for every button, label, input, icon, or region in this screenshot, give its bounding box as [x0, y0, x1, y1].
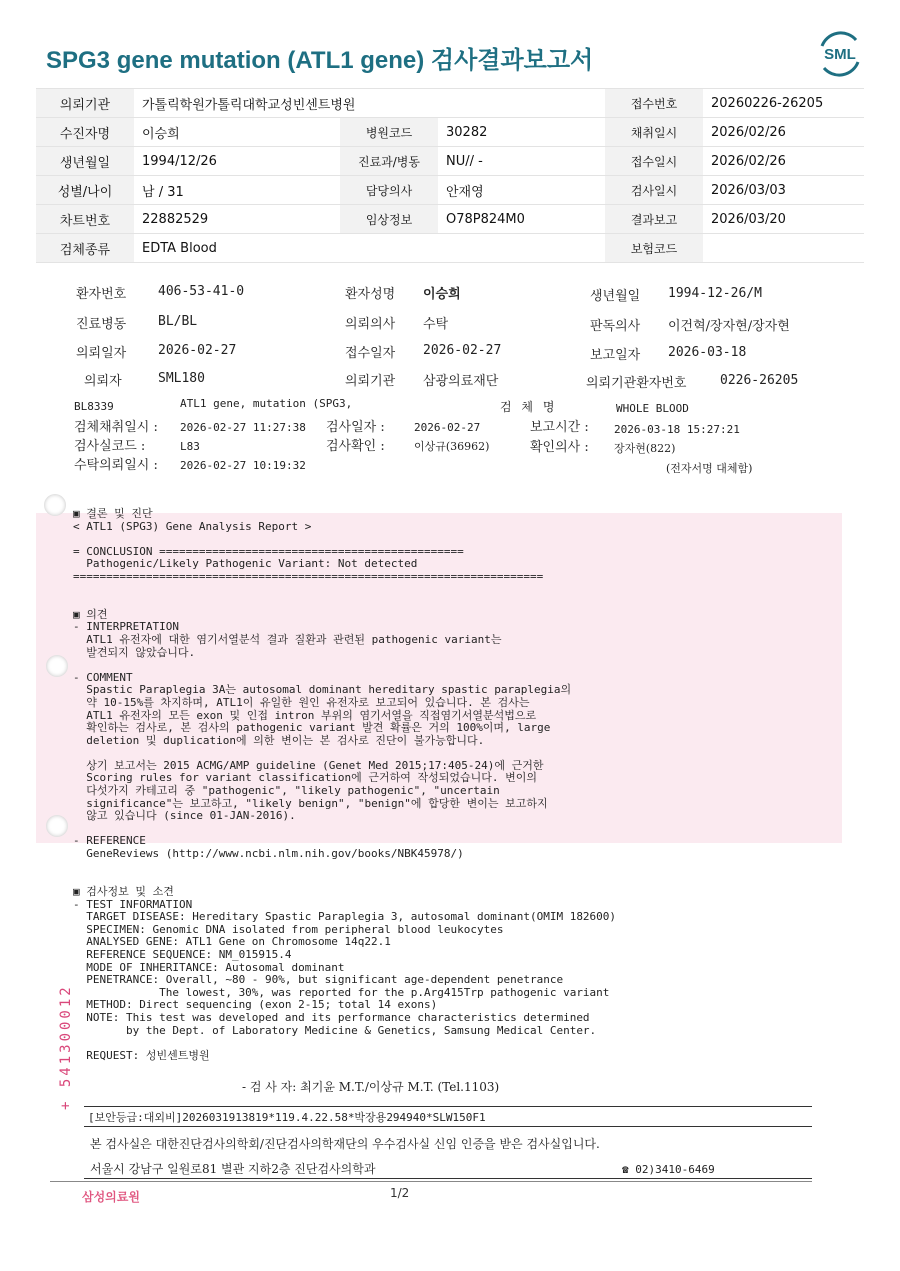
ref-patient-no-label: 의뢰기관환자번호 [586, 376, 687, 391]
punch-hole [46, 655, 68, 677]
info-value: 2026/03/20 [703, 205, 864, 234]
report-line: 않고 있습니다 (since 01-JAN-2016). [73, 809, 296, 823]
info-value [703, 234, 864, 263]
info-value: 가톨릭학원가톨릭대학교성빈센트병원 [134, 89, 605, 118]
lab-code: L83 [180, 440, 200, 453]
security-line: [보안등급:대외비]2026031913819*119.4.22.58*박장용294940*SLW150F1 [88, 1111, 486, 1124]
info-row [36, 118, 864, 147]
report-line: = CONCLUSION ============================================== [73, 544, 464, 558]
report-line: 약 10-15%를 차지하며, ATL1이 유일한 원인 유전자로 보고되어 있습니다. 본 검사는 [73, 695, 530, 709]
report-line: Pathogenic/Likely Pathogenic Variant: Not detected [73, 557, 418, 571]
report-line: - TEST INFORMATION [73, 897, 193, 911]
reading-doctor-label: 판독의사 [590, 319, 641, 334]
report-line [73, 659, 571, 672]
report-line: TARGET DISEASE: Hereditary Spastic Paraplegia 3, autosomal dominant(OMIM 182600) [73, 910, 617, 924]
confirm-doc-label: 확인의사 : [530, 440, 589, 455]
ref-doctor: 수탁 [423, 317, 449, 332]
esign-note: (전자서명 대체함) [666, 462, 753, 475]
patient-no-label: 환자번호 [76, 287, 127, 302]
report-line: The lowest, 30%, was reported for the p.Arg415Trp pathogenic variant [73, 985, 610, 999]
info-value: 안재영 [438, 176, 605, 205]
recv-date: 2026-02-27 [423, 343, 502, 358]
info-label: 수진자명 [36, 118, 134, 147]
page-number: 1/2 [390, 1186, 410, 1200]
report-line: ANALYSED GENE: ATL1 Gene on Chromosome 14q22.1 [73, 935, 391, 949]
req-date-label: 의뢰일자 [76, 346, 127, 361]
ward: BL/BL [158, 314, 198, 329]
sml-logo-icon [816, 30, 864, 78]
patient-name: 이승희 [423, 287, 461, 302]
report-line: Spastic Paraplegia 3A는 autosomal dominant hereditary spastic paraplegia의 [73, 683, 572, 697]
report-line: < ATL1 (SPG3) Gene Analysis Report > [73, 519, 312, 533]
ref-inst: 삼광의료재단 [423, 374, 499, 389]
report-line [73, 533, 571, 546]
report-line: 확인하는 검사로, 본 검사의 pathogenic variant 발견 확률은 거의 100%이며, large [73, 721, 551, 735]
info-row [36, 176, 864, 205]
phone: ☎ 02)3410-6469 [622, 1163, 715, 1176]
report-line: - INTERPRETATION [73, 620, 179, 634]
req-date: 2026-02-27 [158, 343, 237, 358]
info-row [36, 234, 864, 263]
collect: 2026-02-27 11:27:38 [180, 421, 306, 434]
test-code: BL8339 [74, 400, 114, 413]
report-line: ▣ 결론 및 진단 [73, 507, 153, 520]
info-label: 차트번호 [36, 205, 134, 234]
report-line: 발견되지 않았습니다. [73, 645, 196, 659]
info-label: 보험코드 [605, 234, 703, 263]
info-value: 2026/03/03 [703, 176, 864, 205]
info-value: O78P824M0 [438, 205, 605, 234]
info-value: EDTA Blood [134, 234, 605, 263]
report-date-label: 보고일자 [590, 348, 641, 363]
patient-info-table [36, 88, 864, 263]
report-section-b [73, 886, 616, 1062]
info-row [36, 205, 864, 234]
barcode-number: + 541300012 [58, 984, 74, 1110]
report-line: deletion 및 duplication에 의한 변이는 본 검사로 진단이 불가능합니다. [73, 733, 485, 747]
report-title: SPG3 gene mutation (ATL1 gene) 검사결과보고서 [46, 47, 594, 74]
report-line: 상기 보고서는 2015 ACMG/AMP guideline (Genet Med 2015;17:405-24)에 근거한 [73, 758, 544, 772]
info-value: 2026/02/26 [703, 118, 864, 147]
report-date: 2026-03-18 [668, 345, 747, 360]
report-line: ======================================================================= [73, 569, 544, 583]
info-label: 담당의사 [340, 176, 438, 205]
info-label: 접수번호 [605, 89, 703, 118]
patient-no: 406-53-41-0 [158, 284, 245, 299]
report-line [73, 823, 571, 836]
confirm: 이상규(36962) [414, 440, 490, 453]
report-line: MODE OF INHERITANCE: Autosomal dominant [73, 960, 345, 974]
report-line: by the Dept. of Laboratory Medicine & Genetics, Samsung Medical Center. [73, 1023, 597, 1037]
hospital-name: 삼성의료원 [82, 1190, 140, 1204]
report-line: ▣ 검사정보 및 소견 [73, 885, 174, 898]
info-label: 임상정보 [340, 205, 438, 234]
info-value: 22882529 [134, 205, 340, 234]
info-value: 2026/02/26 [703, 147, 864, 176]
punch-hole [46, 815, 68, 837]
footer-divider [84, 1178, 812, 1179]
report-line: NOTE: This test was developed and its performance characteristics determined [73, 1010, 590, 1024]
exam-date: 2026-02-27 [414, 421, 481, 434]
info-row [36, 89, 864, 118]
footer-divider [84, 1106, 812, 1107]
recv-date-label: 접수일자 [345, 346, 396, 361]
confirm-doc: 장자현(822) [614, 442, 676, 455]
report-line: REFERENCE SEQUENCE: NM_015915.4 [73, 947, 292, 961]
punch-hole [44, 494, 66, 516]
lab-code-label: 검사실코드 : [74, 439, 146, 454]
info-label: 검체종류 [36, 234, 134, 263]
report-line: ATL1 유전자에 대한 염기서열분석 결과 질환과 관련된 pathogenic variant는 [73, 632, 502, 646]
info-value: 남 / 31 [134, 176, 340, 205]
consign-label: 수탁의뢰일시 : [74, 458, 158, 473]
footer-divider [50, 1181, 812, 1182]
certification: 본 검사실은 대한진단검사의학회/진단검사의학재단의 우수검사실 신임 인증을 받은 검사실입니다. [90, 1137, 600, 1151]
info-label: 병원코드 [340, 118, 438, 147]
footer-divider [84, 1126, 812, 1127]
dob: 1994-12-26/M [668, 286, 762, 301]
info-label: 접수일시 [605, 147, 703, 176]
info-row [36, 147, 864, 176]
report-line: SPECIMEN: Genomic DNA isolated from peripheral blood leukocytes [73, 922, 504, 936]
ward-label: 진료병동 [76, 317, 127, 332]
info-label: 결과보고 [605, 205, 703, 234]
report-line [73, 747, 571, 760]
info-label: 성별/나이 [36, 176, 134, 205]
ref-patient-no: 0226-26205 [720, 373, 799, 388]
report-time-label: 보고시간 : [530, 420, 589, 435]
report-line: PENETRANCE: Overall, ~80 - 90%, but significant age-dependent penetrance [73, 973, 564, 987]
address: 서울시 강남구 일원로81 별관 지하2층 진단검사의학과 [90, 1162, 376, 1176]
report-section-a [73, 508, 571, 861]
dob-label: 생년월일 [590, 289, 641, 304]
report-line: GeneReviews (http://www.ncbi.nlm.nih.gov/books/NBK45978/) [73, 847, 464, 861]
report-line [73, 596, 571, 609]
info-value: 1994/12/26 [134, 147, 340, 176]
info-label: 검사일시 [605, 176, 703, 205]
requester-label: 의뢰자 [84, 374, 122, 389]
test-name: ATL1 gene, mutation (SPG3, [180, 397, 353, 410]
info-label: 의뢰기관 [36, 89, 134, 118]
report-line: Scoring rules for variant classification에 근거하여 작성되었습니다. 변이의 [73, 771, 538, 785]
report-line: REQUEST: 성빈센트병원 [73, 1048, 210, 1062]
exam-date-label: 검사일자 : [326, 420, 385, 435]
info-value: 이승희 [134, 118, 340, 147]
consign: 2026-02-27 10:19:32 [180, 459, 306, 472]
confirm-label: 검사확인 : [326, 439, 385, 454]
report-line: ▣ 의견 [73, 607, 108, 621]
examiner: - 검 사 자: 최기윤 M.T./이상규 M.T. (Tel.1103) [242, 1080, 500, 1094]
info-value: 20260226-26205 [703, 89, 864, 118]
report-line: 다섯가지 카테고리 중 "pathogenic", "likely pathogenic", "uncertain [73, 784, 500, 798]
report-line: ATL1 유전자의 모든 exon 및 인접 intron 부위의 염기서열을 직접염기서열분석법으로 [73, 708, 537, 722]
info-value: 30282 [438, 118, 605, 147]
requester: SML180 [158, 371, 205, 386]
info-value: NU// - [438, 147, 605, 176]
collect-label: 검체채취일시 : [74, 420, 158, 435]
report-time: 2026-03-18 15:27:21 [614, 423, 740, 436]
patient-name-label: 환자성명 [345, 287, 396, 302]
report-line [73, 584, 571, 597]
report-line: - COMMENT [73, 670, 133, 684]
report-line [73, 1037, 616, 1050]
info-label: 진료과/병동 [340, 147, 438, 176]
report-line: - REFERENCE [73, 834, 146, 848]
logo-text: SML [824, 46, 856, 63]
specimen: WHOLE BLOOD [616, 402, 689, 415]
ref-doctor-label: 의뢰의사 [345, 317, 396, 332]
ref-inst-label: 의뢰기관 [345, 374, 396, 389]
info-label: 채취일시 [605, 118, 703, 147]
info-label: 생년월일 [36, 147, 134, 176]
specimen-label: 검 체 명 [500, 400, 558, 414]
report-line: METHOD: Direct sequencing (exon 2-15; total 14 exons) [73, 998, 438, 1012]
reading-doctor: 이건혁/장자현/장자현 [668, 319, 790, 334]
report-line: significance"는 보고하고, "likely benign", "benign"에 합당한 변이는 보고하지 [73, 796, 548, 810]
